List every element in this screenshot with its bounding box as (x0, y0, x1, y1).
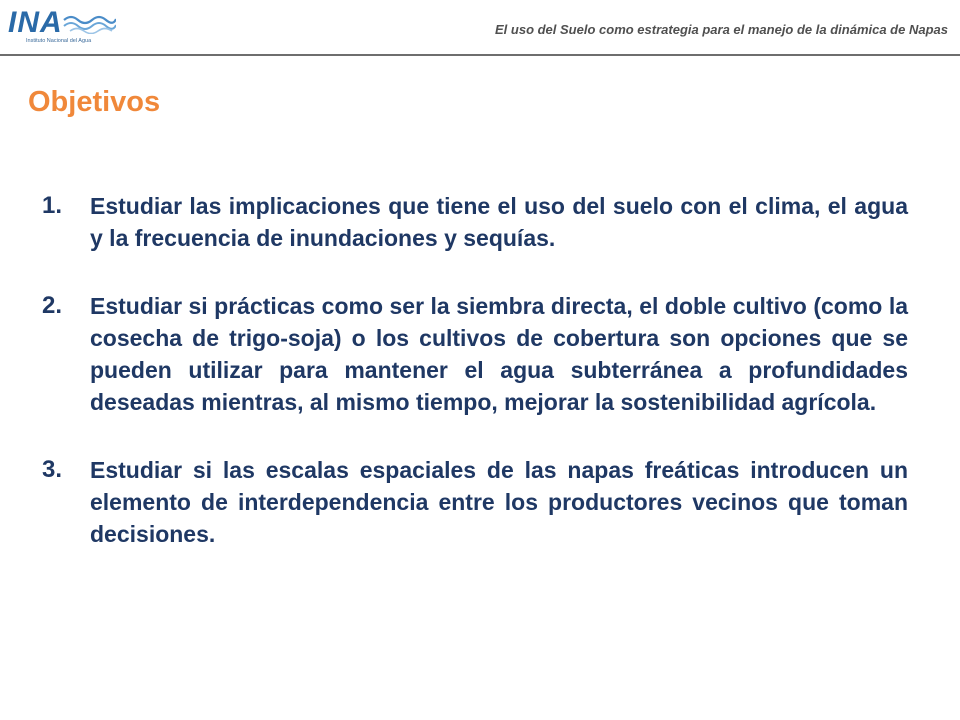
objective-text: Estudiar si las escalas espaciales de las napas freáticas introducen un elemento de interdependencia entre los productores vecinos que toman decisiones. (90, 457, 908, 547)
header-title: El uso del Suelo como estrategia para el manejo de la dinámica de Napas (495, 22, 948, 37)
objective-number: 3. (42, 456, 63, 483)
objective-number: 1. (42, 192, 63, 219)
objective-number: 2. (42, 292, 63, 319)
objectives-list (42, 190, 908, 586)
objective-text: Estudiar si prácticas como ser la siembra directa, el doble cultivo (como la cosecha de trigo-soja) o los cultivos de cobertura son opciones que se pueden utilizar para mantener el agua subterránea a profundidades deseadas mientras, al mismo tiempo, mejorar la sostenibilidad agrícola. (90, 293, 908, 415)
logo-subtitle: Instituto Nacional del Agua (26, 38, 92, 44)
header-divider (0, 54, 960, 56)
objective-text: Estudiar las implicaciones que tiene el uso del suelo con el clima, el agua y la frecuencia de inundaciones y sequías. (90, 193, 908, 251)
logo-wordmark: INA (8, 6, 63, 39)
objective-item-1 (42, 190, 908, 254)
ina-logo (8, 6, 118, 50)
objective-item-3 (42, 454, 908, 550)
page-title: Objetivos (28, 86, 161, 118)
wave-icon (62, 12, 116, 34)
objective-item-2 (42, 290, 908, 418)
slide-header (0, 0, 960, 56)
